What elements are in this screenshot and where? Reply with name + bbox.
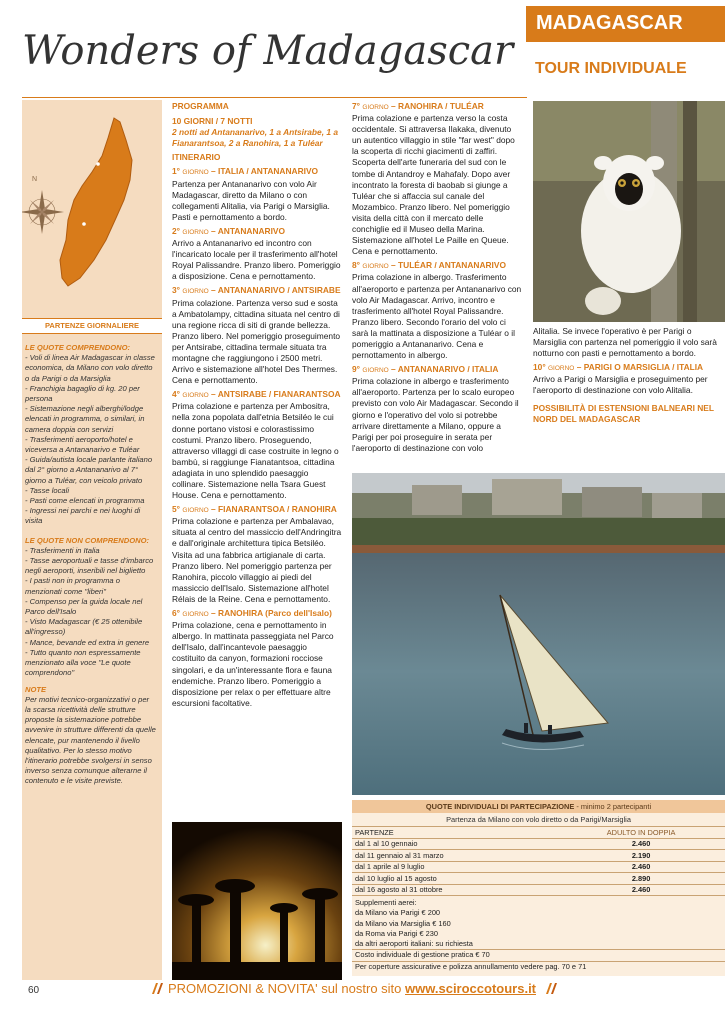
- scirocco-logo-icon-right: [544, 982, 558, 995]
- day-giorno: GIORNO: [182, 507, 209, 515]
- day-number: 6°: [172, 608, 181, 619]
- excludes-item: - Tutto quanto non espressamente menzionato alla voce "Le quote comprendono": [25, 647, 141, 678]
- day-number: 7°: [352, 101, 361, 111]
- excludes-item: - Mance, bevande ed extra in genere: [25, 637, 150, 647]
- compass-north-label: N: [32, 176, 38, 183]
- day-text: Prima colazione e partenza per Ambalavao, situata al centro del massiccio dell'Andringitra e dall'originale architettura tipica Betsiléo. Visita ad una fabbrica artigianale di carta. Pranzo libero. Nel pomeriggio partenza per Ranohira, piccolo villaggio ai piedi del massiccio dell'Isalo. Sistemazione all'hotel Rélais de la Reine. Cena e pernottamento.: [172, 516, 342, 604]
- includes-item: - Guida/autista locale parlante italiano dal 2° giorno a Antananarivo al 7° giorno a Tuléar, con veicolo privato: [25, 455, 153, 485]
- day-number: 8°: [352, 260, 361, 271]
- baobab-sunset-image: [172, 822, 342, 980]
- price-row: [352, 884, 725, 896]
- price-value: 2.460: [557, 838, 725, 850]
- days-list-2: [352, 101, 522, 454]
- insurance-note: Per coperture assicurative e polizza annullamento vedere pag. 70 e 71: [355, 961, 587, 971]
- day-10-number: 10°: [533, 362, 546, 373]
- supplement-item: da Milano via Parigi € 200: [355, 908, 441, 918]
- boat-photo: [352, 473, 725, 795]
- day-heading: [172, 608, 342, 620]
- day-10-text: Arrivo a Parigi o Marsiglia e proseguimento per l'aeroporto di destinazione con volo Alitalia.: [533, 374, 708, 396]
- price-row: [352, 861, 725, 873]
- price-value: 2.460: [557, 884, 725, 896]
- price-value: 2.890: [557, 873, 725, 885]
- price-period: dal 16 agosto al 31 ottobre: [352, 884, 557, 896]
- excludes-list: [25, 546, 157, 679]
- sailboat-image: [352, 473, 725, 795]
- day-text: Partenza per Antananarivo con volo Air Madagascar, diretto da Milano o con collegamenti Alitalia, via Parigi o Marsiglia. Pasti e pernottamento a bordo.: [172, 178, 330, 222]
- day-text: Prima colazione, cena e pernottamento in albergo. In mattinata passeggiata nel Parco dell'Isalo, dall'incantevole paesaggio costituito da canyon, formazioni rocciose singolari, e da un'interessante flora e fauna endemiche. Pranzo libero. Pomeriggio a disposizione per relax o per effettuare altre escursioni facoltative.: [172, 620, 334, 708]
- price-table-title: QUOTE INDIVIDUALI DI PARTECIPAZIONE: [425, 802, 575, 811]
- program-column-2: [352, 101, 522, 454]
- day-giorno: GIORNO: [182, 228, 209, 236]
- excludes-item: - Visto Madagascar (€ 25 ottenibile all'ingresso): [25, 617, 143, 637]
- excludes-item: - Trasferimenti in Italia: [25, 545, 100, 555]
- day-title: – ITALIA / ANTANANARIVO: [211, 166, 319, 177]
- col-departures: PARTENZE: [352, 827, 557, 838]
- day-title: – ANTANANARIVO / ITALIA: [391, 364, 499, 375]
- price-period: dal 1 al 10 gennaio: [352, 838, 557, 850]
- page-number: 60: [28, 985, 40, 996]
- supplements-list: [355, 908, 722, 949]
- day-number: 9°: [352, 364, 361, 375]
- day-heading: [352, 260, 522, 272]
- excludes-item: - Compenso per la guida locale nel Parco dell'Isalo: [25, 596, 143, 617]
- price-table-head-row: [352, 827, 725, 838]
- day-title: – FIANARANTSOA / RANOHIRA: [211, 504, 337, 515]
- program-label: PROGRAMMA: [172, 101, 229, 111]
- price-table: [352, 827, 725, 896]
- price-period: dal 10 luglio al 15 agosto: [352, 873, 557, 885]
- includes-item: - Tasse locali: [25, 485, 70, 495]
- includes-item: - Franchigia bagaglio di kg. 20 per persona: [25, 383, 140, 404]
- day-heading: [172, 285, 342, 297]
- supplement-item: da Roma via Parigi € 230: [355, 928, 438, 938]
- day-text: Arrivo a Antananarivo ed incontro con l'incaricato locale per il trasferimento all'hotel Royal Palissandre. Pranzo libero. Pomeriggio a disposizione. Cena e pernottamento.: [172, 238, 341, 282]
- day-giorno: GIORNO: [182, 288, 209, 296]
- includes-item: - Sistemazione negli alberghi/lodge elencati in programma, o similari, in camera doppia con servizi: [25, 404, 145, 434]
- day-title: – RANOHIRA (Parco dell'Isalo): [211, 608, 332, 619]
- day-text: Prima colazione e partenza verso la costa occidentale. Si attraversa Ilakaka, divenuto un autentico villaggio in stile "far west" dopo la scoperta di ricchi giacimenti di zaffiri. Scoperta dell'arte funeraria del sud con le tombe di Antandroy e Mahafaly. Dopo aver incontrato la foresta di baobab si giunge a Tuléar che si affaccia sul canale del Mozambico. Pranzo libero. Nel pomeriggio visita della città con il mercato delle conchiglie ed il Museo della Marina. Sistemazione all'hotel Le Paille en Queue. Cena e pernottamento.: [352, 113, 515, 257]
- supplement-item: da altri aeroporti italiani: su richiesta: [355, 939, 473, 949]
- quote-details: [25, 343, 157, 787]
- day-text: Prima colazione e partenza per Ambositra, nella zona popolata dall'etnia Betsiléo le cui donne portano vistosi e colorastissimo costumi. Pranzo libero. Proseguendo, attraverso villaggi di case costruite in legno o bambù, si raggiunge Fianatantsoa, cittadina adagiata in uno splendido paesaggio collinare. Sistemazione nella Tsara Guest House. Cena e pernottamento.: [172, 401, 339, 501]
- header-rule: [22, 97, 527, 98]
- price-value: 2.190: [557, 850, 725, 862]
- day-giorno: GIORNO: [362, 263, 389, 271]
- day-heading: [172, 389, 342, 401]
- day-heading: [352, 364, 522, 376]
- day-heading: [352, 101, 522, 113]
- day-text: Prima colazione in albergo. Trasferimento all'aeroporto e partenza per Antananarivo con volo Air Madagascar. Arrivo, incontro e trasferimento all'hotel Royal Palissandre. Pranzo libero. Secondo l'orario del volo ci sarà la mattinata a disposizione a Tuléar o il pomeriggio a Antananarivo. Cena e pernottamento in albergo.: [352, 272, 522, 361]
- day-10-heading: [533, 362, 721, 374]
- day-title: – ANTANANARIVO / ANTSIRABE: [211, 285, 341, 296]
- madagascar-map: [22, 100, 162, 305]
- country-banner: [526, 6, 725, 42]
- departures-banner: [22, 318, 162, 334]
- program-column-1: [172, 101, 342, 709]
- day-number: 2°: [172, 225, 181, 236]
- footer-promo: [150, 981, 610, 996]
- note-title: NOTE: [25, 684, 47, 694]
- extensions-note: POSSIBILITÀ DI ESTENSIONI BALNEARI NEL NORD DEL MADAGASCAR: [533, 402, 714, 424]
- promo-text: PROMOZIONI & NOVITA' sul nostro sito: [168, 981, 406, 996]
- col-adult-double: ADULTO IN DOPPIA: [557, 827, 725, 838]
- day-10-giorno: GIORNO: [548, 365, 575, 373]
- day-text: Prima colazione in albergo e trasferimento all'aeroporto. Partenza per lo scalo europeo previsto con volo Air Madagascar. Secondo il giorno e l'operativo del volo si potrebbe arrivare direttamente a Milano, oppure a Parigi per poi proseguire in serata per l'aeroporto di destinazione con volo: [352, 376, 519, 453]
- day-heading: [172, 166, 342, 178]
- note-text: Per motivi tecnico-organizzativi o per la scarsa ricettività delle strutture proposte la sistemazione potrebbe avvenire in strutture differenti da quelle elencate, pur mantenendo il livello qualitativo. Per lo stesso motivo l'itinerario potrebbe svolgersi in senso inverso senza comunque alterarne il contenuto e le visite previste.: [25, 694, 156, 786]
- day-number: 4°: [172, 389, 181, 400]
- price-table-title-rest: - minimo 2 partecipanti: [574, 802, 652, 811]
- day-giorno: GIORNO: [182, 169, 209, 177]
- includes-list: [25, 353, 157, 526]
- program-nights: 2 notti ad Antananarivo, 1 a Antsirabe, 1 a Fianarantsoa, 2 a Ranohira, 1 a Tuléar: [172, 127, 338, 149]
- day-title: – ANTANANARIVO: [211, 225, 286, 236]
- country-label: MADAGASCAR: [536, 12, 683, 34]
- day-number: 3°: [172, 285, 181, 296]
- price-row: [352, 838, 725, 850]
- includes-title: LE QUOTE COMPRENDONO:: [25, 343, 131, 352]
- day-text: Prima colazione. Partenza verso sud e sosta a Ambatolampy, cittadina situata nel centro di una regione ricca di siti di grande bellezza. Pranzo libero. Nel pomeriggio proseguimento per Antsirabe, cittadina termale situata tra montagne che raggiungono i 2500 metri. Arrivo e sistemazione all'hotel Des Thermes. Cena e pernottamento.: [172, 297, 341, 386]
- price-period: dal 1 aprile al 9 luglio: [352, 861, 557, 873]
- lemur-image: [533, 101, 725, 322]
- baobab-photo: [172, 822, 342, 980]
- includes-item: - Pasti come elencati in programma: [25, 496, 145, 506]
- itinerary-label: ITINERARIO: [172, 152, 221, 163]
- program-duration: 10 GIORNI / 7 NOTTI: [172, 116, 253, 127]
- day-9-continued: Alitalia. Se invece l'operativo è per Parigi o Marsiglia con partenza nel pomeriggio il volo sarà notturno con pasti e pernottamento a bordo.: [533, 326, 717, 359]
- supplement-item: da Milano via Marsiglia € 160: [355, 918, 451, 928]
- price-period: dal 11 gennaio al 31 marzo: [352, 850, 557, 862]
- day-giorno: GIORNO: [182, 392, 209, 400]
- price-value: 2.460: [557, 861, 725, 873]
- departures-label: PARTENZE GIORNALIERE: [44, 321, 140, 330]
- excludes-item: - Tasse aeroportuali e tasse d'imbarco negli aeroporti, inseribili nel biglietto: [25, 556, 154, 576]
- day-10-title: – PARIGI O MARSIGLIA / ITALIA: [576, 362, 704, 373]
- day-giorno: GIORNO: [182, 611, 209, 619]
- management-fee: Costo individuale di gestione pratica € 70: [352, 950, 725, 962]
- excludes-item: - I pasti non in programma o menzionati come "liberi": [25, 576, 120, 596]
- scirocco-logo-icon: [150, 982, 164, 995]
- price-row: [352, 850, 725, 862]
- price-table-panel: [352, 800, 725, 976]
- website-link[interactable]: www.sciroccotours.it: [405, 981, 537, 996]
- day-title: – TULÉAR / ANTANANARIVO: [391, 260, 506, 271]
- page-title: Wonders of Madagascar: [22, 28, 514, 74]
- supplements-title: Supplementi aerei:: [355, 898, 417, 907]
- includes-item: - Trasferimenti aeroporto/hotel e viceversa a Antananarivo e Tuléar: [25, 434, 140, 455]
- includes-item: - Ingressi nei parchi e nei luoghi di visita: [25, 506, 141, 526]
- program-column-3: [533, 326, 721, 425]
- price-table-subtitle: Partenza da Milano con volo diretto o da Parigi/Marsiglia: [352, 813, 725, 827]
- includes-item: - Voli di linea Air Madagascar in classe economica, da Milano con volo diretto o da Parigi o da Marsiglia: [25, 353, 155, 383]
- price-table-header: [352, 800, 725, 813]
- excludes-title: LE QUOTE NON COMPRENDONO:: [25, 535, 150, 545]
- day-heading: [172, 226, 342, 238]
- day-giorno: GIORNO: [362, 104, 389, 111]
- supplements-block: [352, 896, 725, 950]
- tour-type: TOUR INDIVIDUALE: [535, 60, 687, 77]
- days-list-1: [172, 166, 342, 708]
- day-number: 5°: [172, 504, 181, 515]
- day-title: – RANOHIRA / TULÉAR: [391, 101, 484, 111]
- price-row: [352, 873, 725, 885]
- day-number: 1°: [172, 166, 181, 177]
- day-title: – ANTSIRABE / FIANARANTSOA: [211, 389, 341, 400]
- lemur-photo: [533, 101, 725, 322]
- day-giorno: GIORNO: [362, 367, 389, 375]
- day-heading: [172, 504, 342, 516]
- price-rows: [352, 838, 725, 896]
